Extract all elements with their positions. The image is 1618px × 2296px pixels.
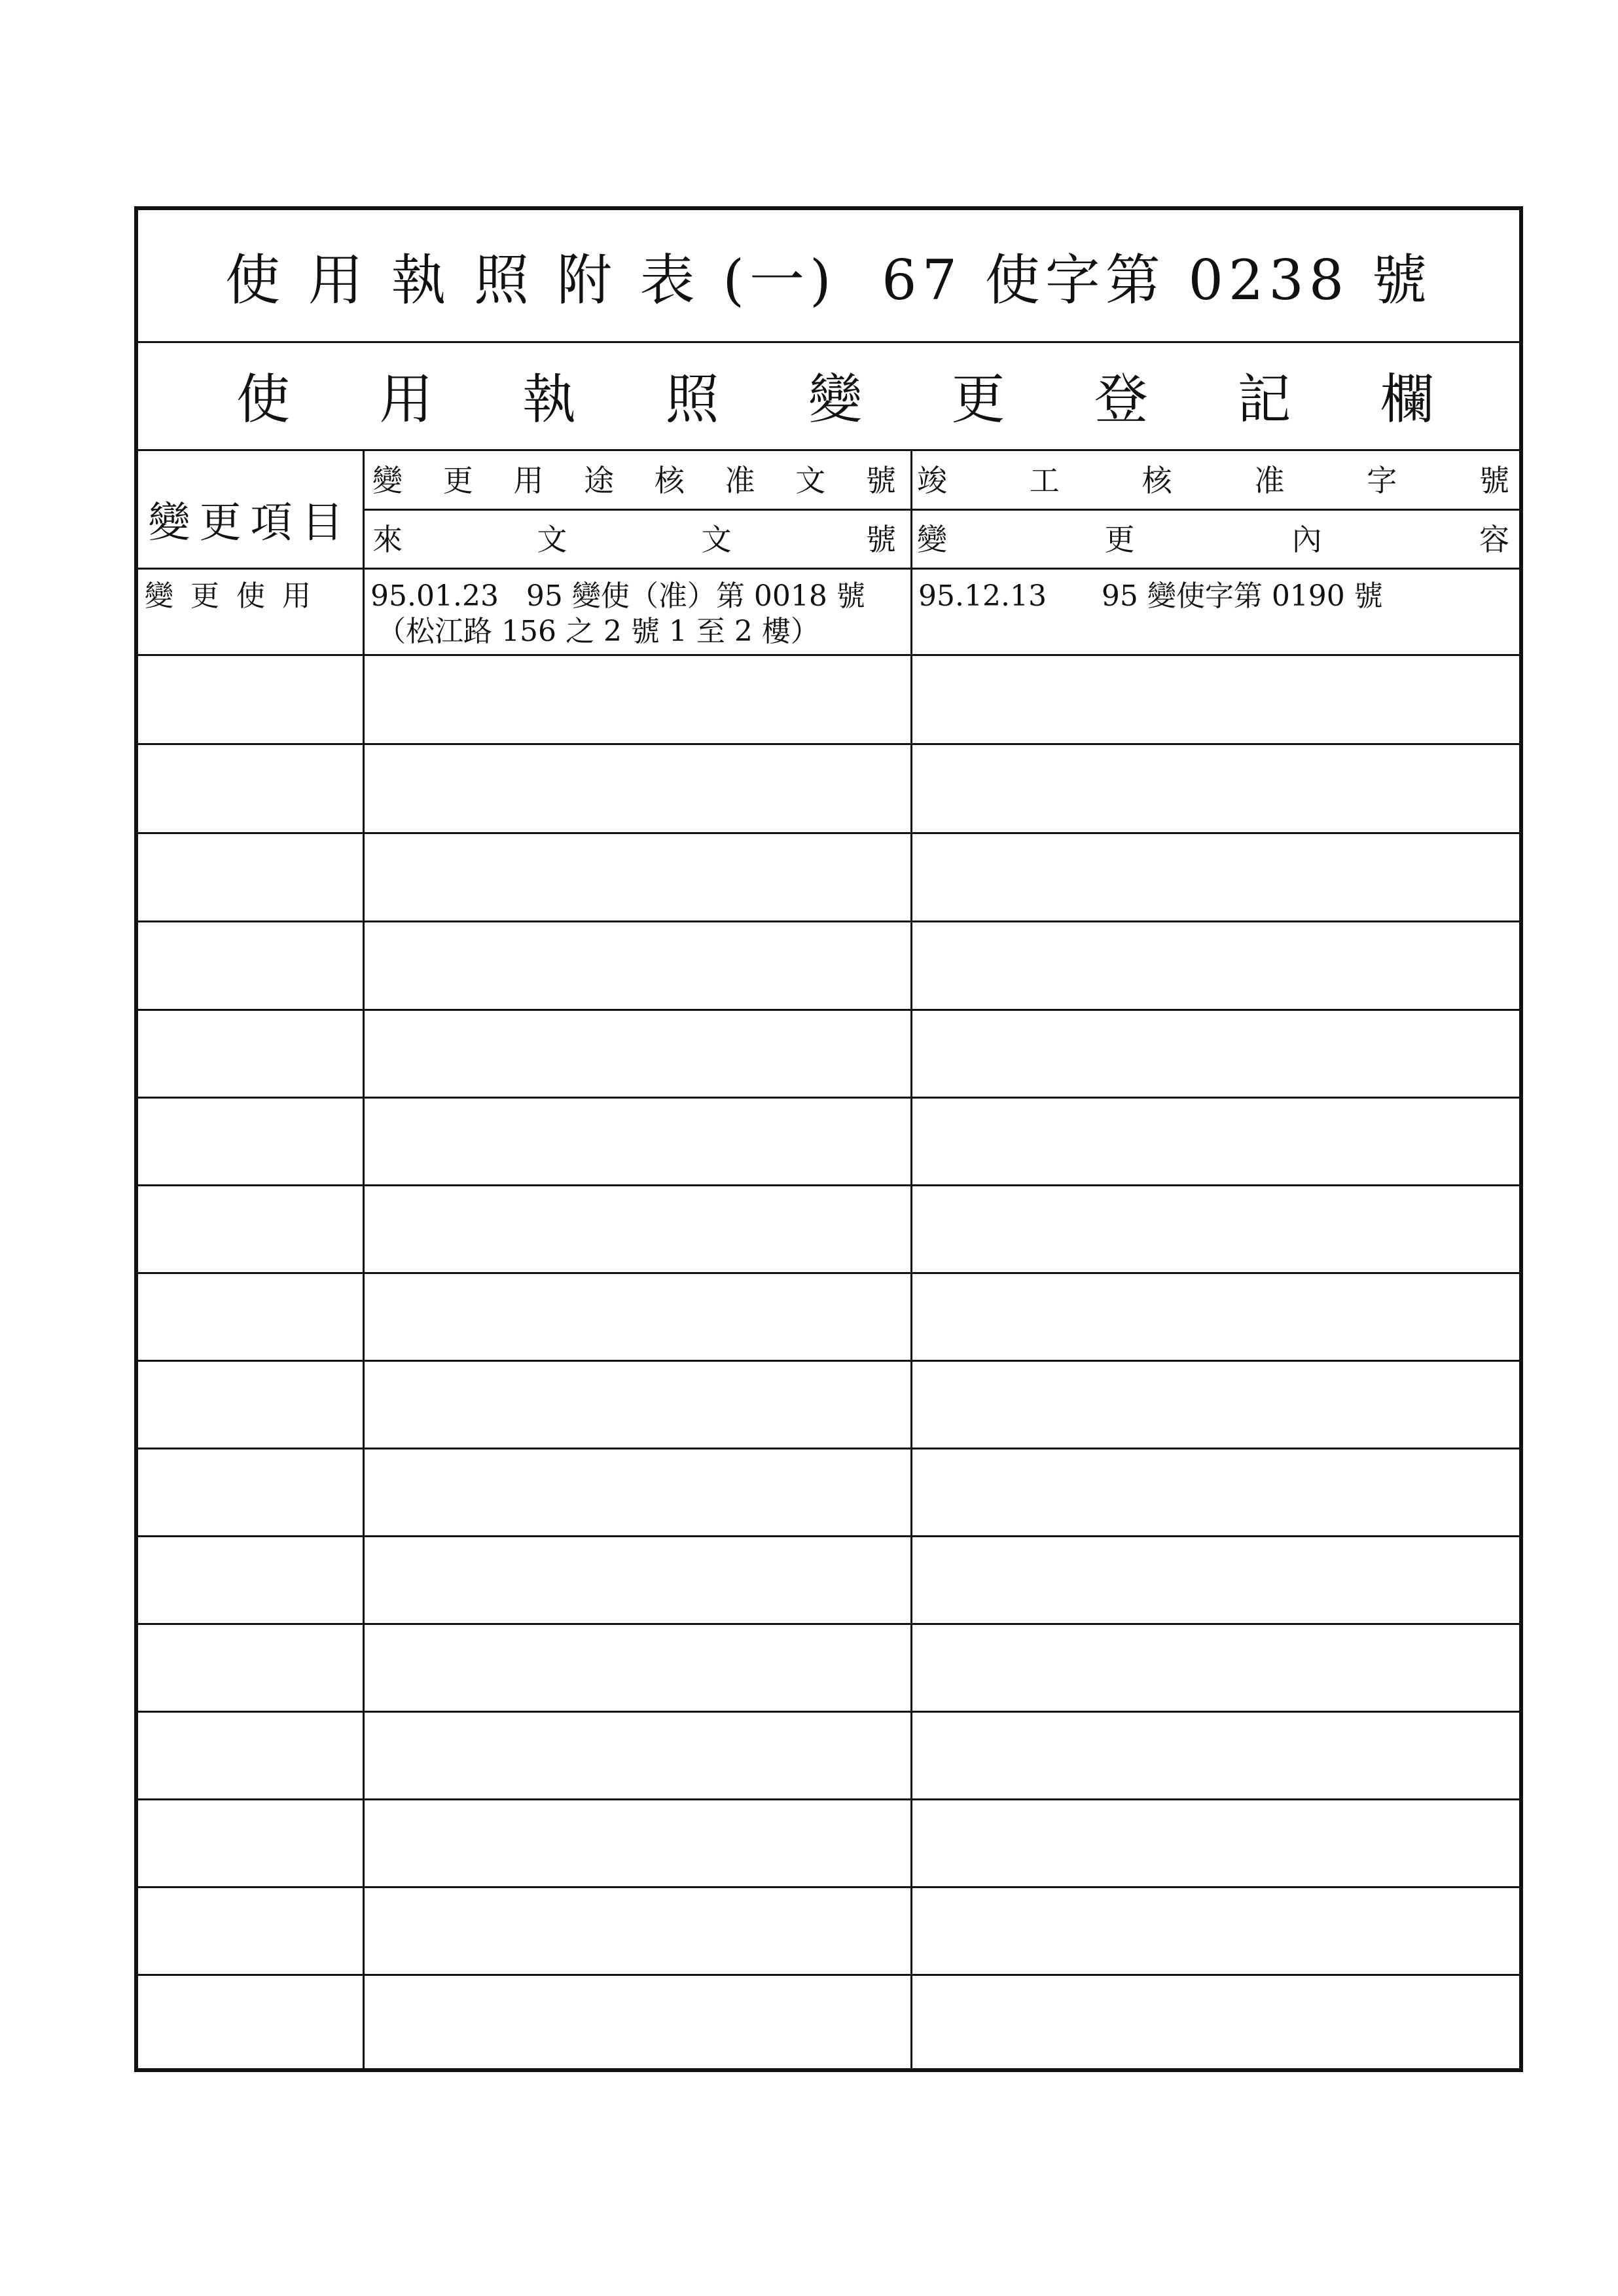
section-subtitle: [138, 341, 1519, 451]
subtitle-char: 記: [1237, 369, 1291, 431]
column-divider: [910, 451, 912, 2068]
row-divider: [138, 1009, 1519, 1011]
table-cell-approval-line-1: 95.01.23 95 變使（准）第 0018 號: [370, 579, 865, 613]
table-cell-change-item: 變 更 使 用: [145, 579, 315, 613]
row-divider: [138, 1360, 1519, 1362]
row-divider: [138, 1272, 1519, 1274]
row-divider: [138, 1097, 1519, 1099]
row-divider: [138, 1448, 1519, 1449]
header-char: 號: [1479, 463, 1509, 498]
header-char: 准: [725, 463, 755, 498]
page-title: [138, 210, 1519, 343]
header-char: 變: [372, 463, 403, 498]
row-divider: [138, 743, 1519, 745]
header-char: 號: [865, 463, 896, 498]
row-divider: [138, 1184, 1519, 1186]
header-subrow-divider: [363, 509, 1519, 511]
header-char: 號: [865, 522, 896, 557]
column-header-change-content: [917, 524, 1509, 555]
column-header-approval-number: [372, 465, 896, 496]
subtitle-char: 登: [1094, 369, 1148, 431]
row-divider: [138, 1623, 1519, 1625]
header-char: 途: [584, 463, 615, 498]
subtitle-char: 使: [236, 369, 291, 431]
table-cell-approval-line-2: （松江路 156 之 2 號 1 至 2 樓）: [377, 615, 819, 648]
header-char: 文: [537, 522, 567, 557]
header-char: 變: [917, 522, 947, 557]
header-char: 核: [654, 463, 685, 498]
table-cell-completion-line-1: 95.12.13 95 變使字第 0190 號: [918, 579, 1383, 613]
header-char: 竣: [917, 463, 947, 498]
row-divider: [138, 1535, 1519, 1537]
header-char: 工: [1029, 463, 1060, 498]
header-bottom-line: [138, 568, 1519, 570]
column-header-completion-approval-number: [917, 465, 1509, 496]
subtitle-char: 照: [665, 369, 719, 431]
header-char: 內: [1291, 522, 1322, 557]
column-header-change-item: 變更項目: [148, 499, 353, 547]
header-char: 更: [442, 463, 473, 498]
row-divider: [138, 1886, 1519, 1888]
header-char: 容: [1479, 522, 1509, 557]
row-divider: [138, 920, 1519, 922]
column-header-incoming-document-number: [372, 524, 896, 555]
row-divider: [138, 1974, 1519, 1976]
header-char: 文: [795, 463, 826, 498]
subtitle-char: 欄: [1380, 369, 1434, 431]
header-char: 用: [513, 463, 544, 498]
header-char: 文: [701, 522, 732, 557]
column-divider: [363, 451, 365, 2068]
header-char: 核: [1142, 463, 1172, 498]
header-char: 字: [1367, 463, 1397, 498]
row-divider: [138, 1798, 1519, 1800]
header-char: 來: [372, 522, 403, 557]
change-registration-table: [138, 451, 1519, 2068]
usage-license-attachment-sheet: [134, 206, 1523, 2072]
row-divider: [138, 1711, 1519, 1713]
title-text: 使 用 執 照 附 表 (一) 67 使字第 0238 號: [225, 247, 1432, 312]
subtitle-char: 執: [522, 369, 576, 431]
row-divider: [138, 654, 1519, 656]
row-divider: [138, 832, 1519, 834]
subtitle-char: 變: [808, 369, 862, 431]
header-char: 准: [1254, 463, 1285, 498]
subtitle-char: 用: [379, 369, 433, 431]
header-char: 更: [1104, 522, 1135, 557]
subtitle-char: 更: [951, 369, 1005, 431]
